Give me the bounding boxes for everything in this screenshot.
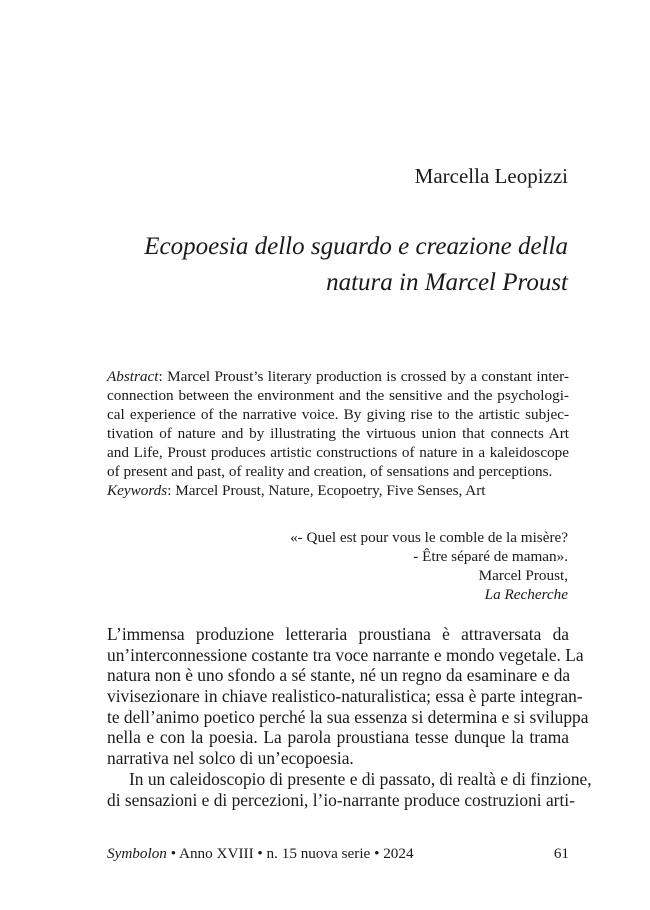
- title-line: natura in Marcel Proust: [326, 269, 568, 296]
- keywords-label: Keywords: [107, 482, 168, 499]
- abstract-label: Abstract: [107, 368, 159, 385]
- keywords-line: [107, 481, 569, 500]
- author-name: Marcella Leopizzi: [414, 164, 568, 188]
- journal-name: Symbolon: [107, 845, 167, 862]
- abstract-line: tivation of nature and by illustrating the virtuous union that connects Art: [107, 425, 569, 442]
- abstract: [107, 367, 569, 500]
- abstract-line: connection between the environment and the sensitive and the psychologi-: [107, 387, 569, 404]
- body-line: In un caleidoscopio di presente e di passato, di realtà e di finzione,: [129, 768, 592, 789]
- abstract-line: [107, 367, 569, 386]
- body-text: [107, 624, 592, 810]
- epigraph-line: «- Quel est pour vous le comble de la misère?: [290, 529, 568, 546]
- journal-citation: [107, 845, 414, 863]
- epigraph-line: - Être séparé de maman».: [413, 548, 568, 565]
- attribution-author: Marcel Proust,: [478, 567, 568, 584]
- body-line: di sensazioni e di percezioni, l’io-narrante produce costruzioni arti-: [107, 789, 575, 810]
- keywords-text: : Marcel Proust, Nature, Ecopoetry, Five Senses, Art: [167, 482, 486, 499]
- attribution-work: La Recherche: [484, 586, 568, 603]
- abstract-line: and Life, Proust produces artistic constructions of nature in a kaleidoscope: [107, 444, 569, 461]
- title-line: Ecopoesia dello sguardo e creazione della: [144, 233, 568, 260]
- body-line: un’interconnessione costante tra voce narrante e mondo vegetale. La: [107, 644, 584, 665]
- journal-details: • Anno XVIII • n. 15 nuova serie • 2024: [166, 845, 414, 862]
- abstract-line: cal experience of the narrative voice. By giving rise to the artistic subjec-: [107, 406, 569, 423]
- body-line: vivisezionare in chiave realistico-naturalistica; essa è parte integran-: [107, 686, 583, 707]
- body-line: natura non è uno sfondo a sé stante, né un regno da esaminare e da: [107, 665, 571, 686]
- article-title: [88, 229, 568, 301]
- epigraph: [290, 528, 568, 604]
- body-line: narrativa nel solco di un’ecopoesia.: [107, 748, 354, 769]
- abstract-first-line: : Marcel Proust’s literary production is crossed by a constant inter-: [158, 368, 569, 385]
- body-line: nella e con la poesia. La parola proustiana tesse dunque la trama: [107, 727, 569, 748]
- epigraph-attribution: [290, 566, 568, 604]
- body-line: L’immensa produzione letteraria proustiana è attraversata da: [107, 624, 569, 644]
- body-line: te dell’animo poetico perché la sua essenza si determina e si sviluppa: [107, 706, 589, 727]
- abstract-line: of present and past, of reality and creation, of sensations and perceptions.: [107, 463, 553, 480]
- page-number: 61: [553, 845, 569, 862]
